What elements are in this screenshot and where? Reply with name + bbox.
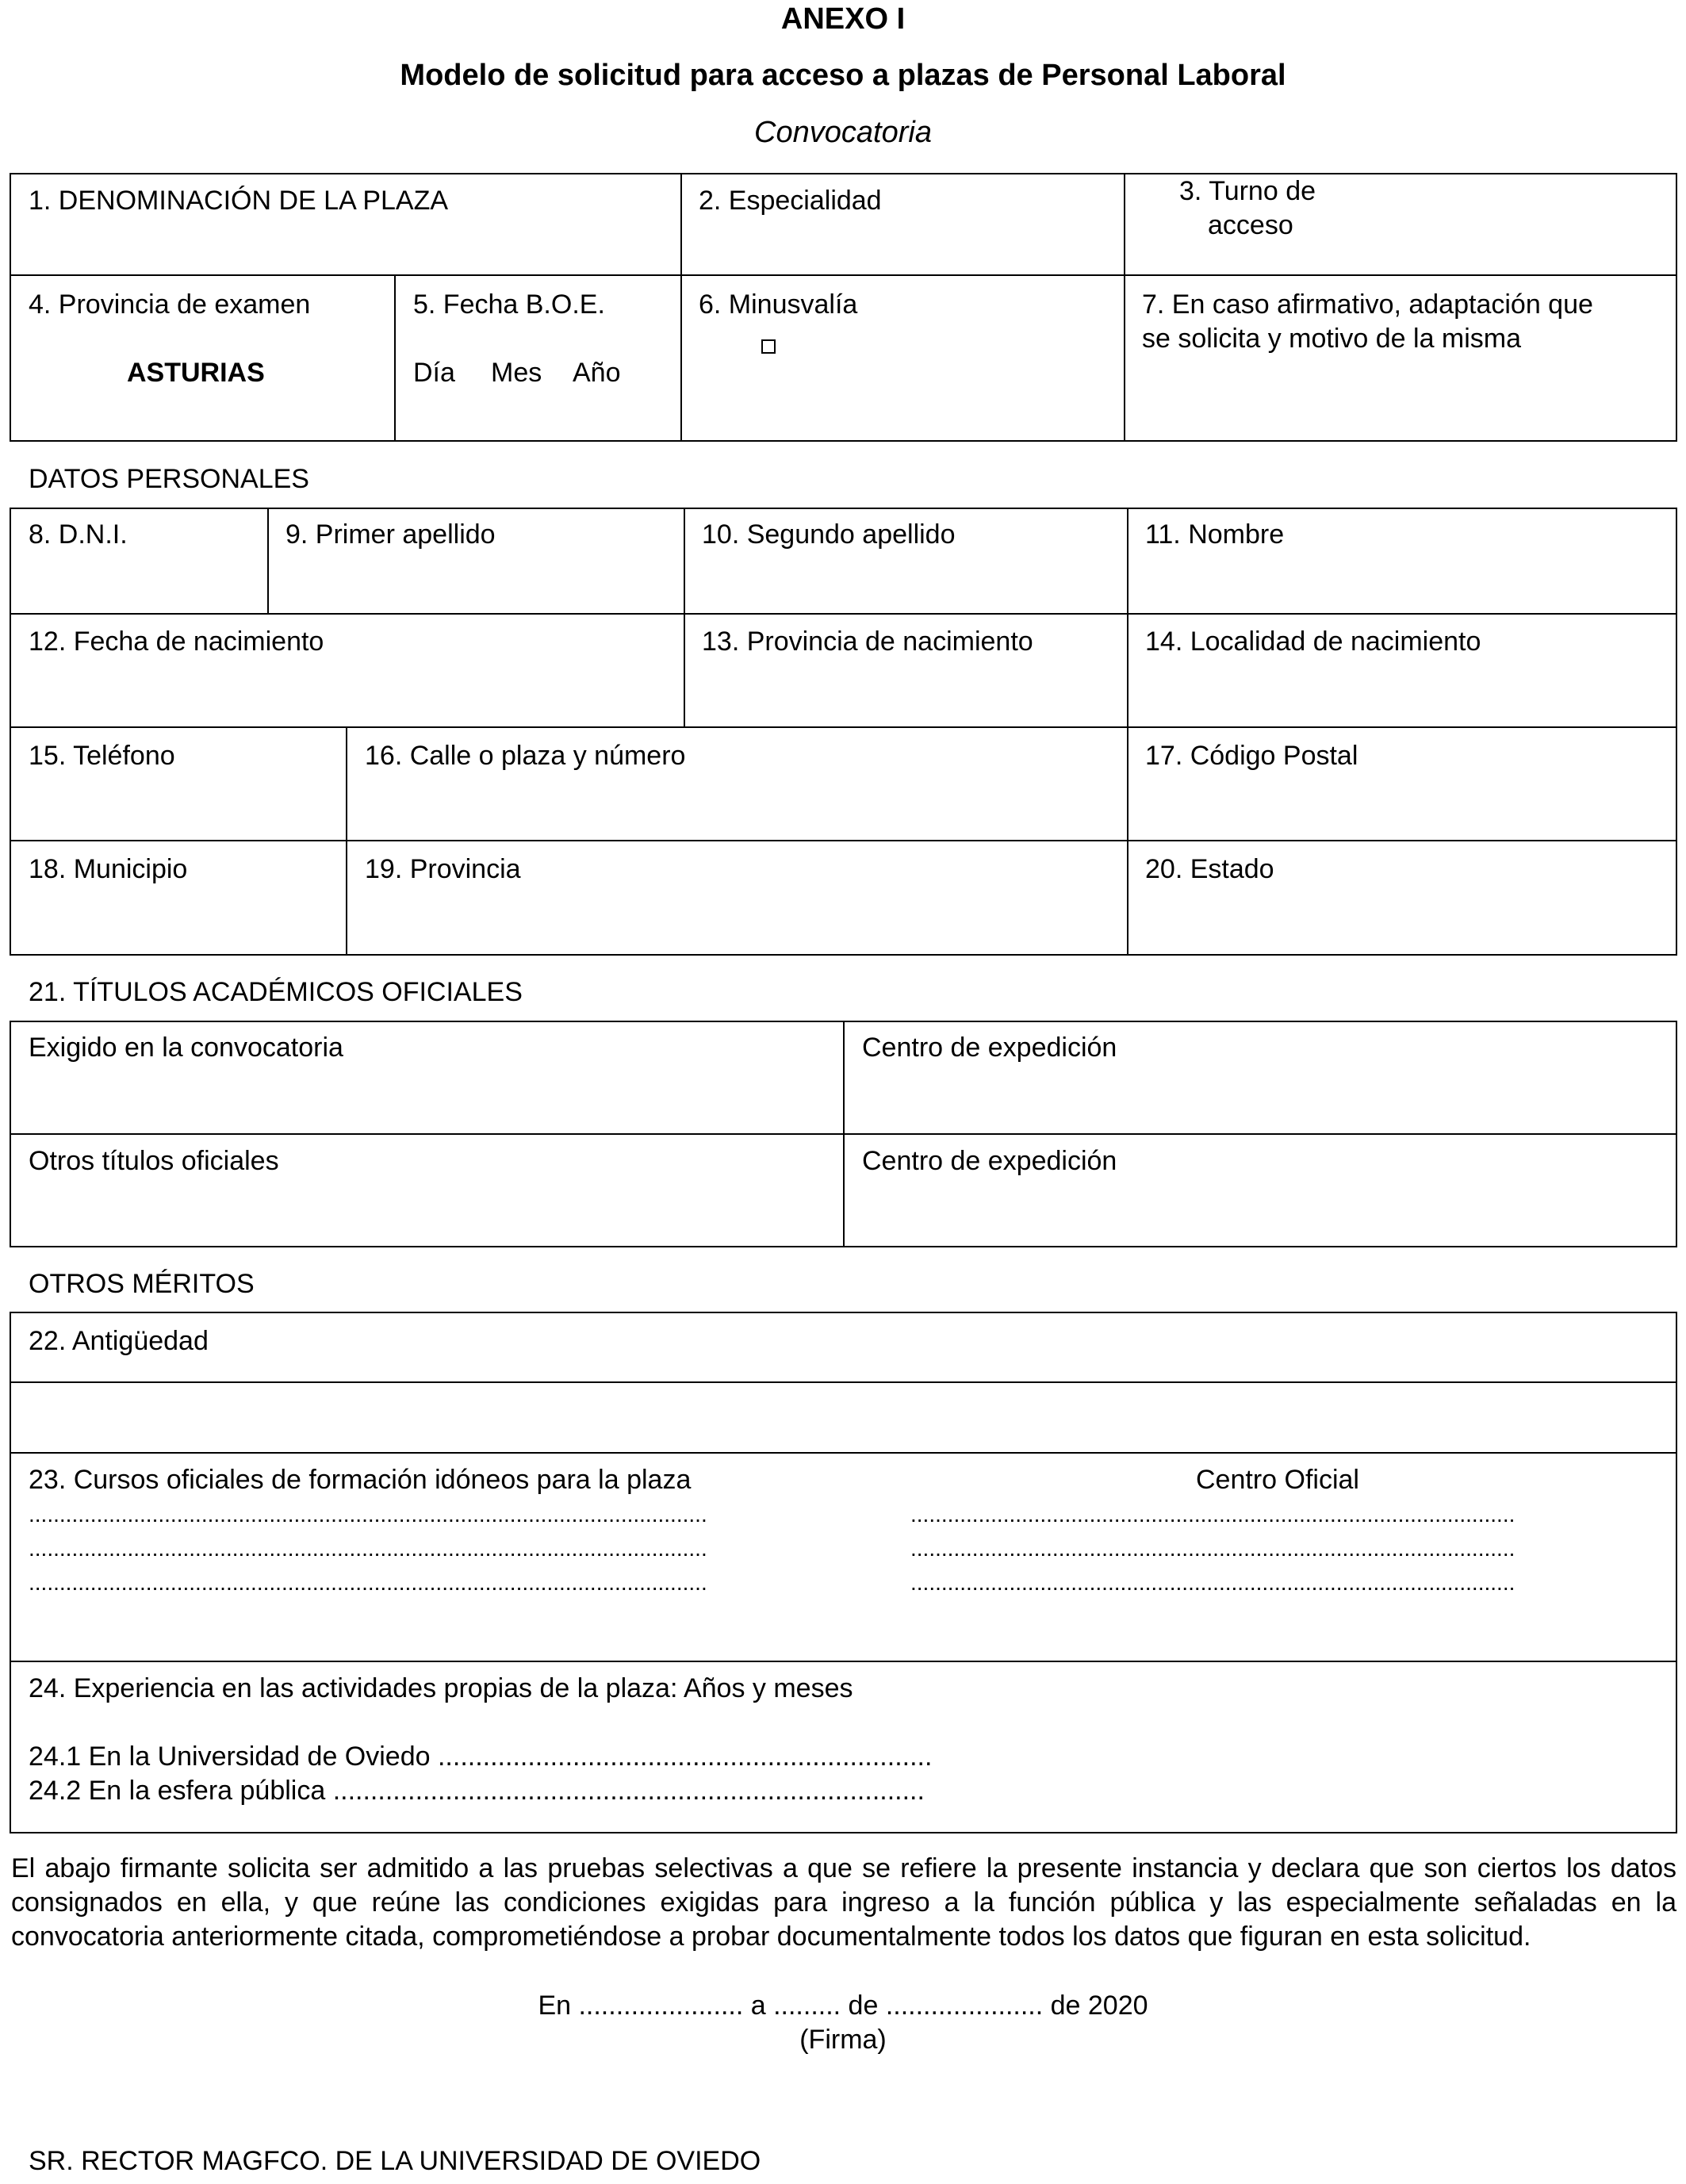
date-line[interactable]: En ...................... a ......... de ..................... de 2020 [538, 1991, 1148, 2021]
curso-line-3[interactable]: .............................................................................................................. [29, 1570, 707, 1595]
field-localidad-nacimiento[interactable]: 14. Localidad de nacimiento [1145, 626, 1481, 657]
field-segundo-apellido[interactable]: 10. Segundo apellido [702, 519, 956, 550]
centro-line-2[interactable]: .................................................................................................. [910, 1536, 1515, 1561]
field-fecha-nacimiento[interactable]: 12. Fecha de nacimiento [29, 626, 324, 657]
centro-oficial-label: Centro Oficial [1196, 1465, 1359, 1495]
declaration-text: El abajo firmante solicita ser admitido a las pruebas selectivas a que se refiere la presente instancia y declara que son ciertos los datos consignados en ella, y que reúne las condiciones exigidas para ingreso a la función pública y las especialmente señaladas en la convocatoria anteriormente citada, comprometiéndose a probar documentalmente todos los datos que figuran en esta solicitud. [11, 1853, 1676, 1952]
form-subtitle: Convocatoria [754, 116, 932, 149]
field-cursos-oficiales: 23. Cursos oficiales de formación idóneos para la plaza [29, 1465, 692, 1495]
centro-line-1[interactable]: .................................................................................................. [910, 1502, 1515, 1527]
field-calle[interactable]: 16. Calle o plaza y número [365, 741, 686, 771]
field-estado[interactable]: 20. Estado [1145, 854, 1274, 884]
provincia-examen-value: ASTURIAS [127, 358, 265, 388]
field-experiencia-esfera-publica[interactable]: 24.2 En la esfera pública ............................................................................... [29, 1776, 925, 1806]
signature-label: (Firma) [799, 2025, 887, 2055]
centro-line-3[interactable]: .................................................................................................. [910, 1570, 1515, 1595]
field-experiencia-universidad[interactable]: 24.1 En la Universidad de Oviedo .................................................................. [29, 1741, 933, 1772]
fecha-boe-mes[interactable]: Mes [491, 358, 542, 388]
field-turno-acceso-line2: acceso [1208, 210, 1293, 240]
titulos-heading: 21. TÍTULOS ACADÉMICOS OFICIALES [29, 977, 523, 1007]
field-denominacion-plaza[interactable]: 1. DENOMINACIÓN DE LA PLAZA [29, 186, 449, 216]
minusvalia-checkbox[interactable] [761, 339, 776, 354]
otros-meritos-heading: OTROS MÉRITOS [29, 1269, 255, 1299]
field-antiguedad: 22. Antigüedad [29, 1326, 209, 1356]
antiguedad-input-row[interactable] [11, 1383, 1676, 1450]
fecha-boe-anio[interactable]: Año [573, 358, 621, 388]
field-centro-expedicion-2[interactable]: Centro de expedición [862, 1146, 1117, 1176]
field-municipio[interactable]: 18. Municipio [29, 854, 188, 884]
field-minusvalia: 6. Minusvalía [699, 289, 858, 320]
curso-line-2[interactable]: .............................................................................................................. [29, 1536, 707, 1561]
fecha-boe-dia[interactable]: Día [413, 358, 455, 388]
curso-line-1[interactable]: .............................................................................................................. [29, 1502, 707, 1527]
field-turno-acceso-line1[interactable]: 3. Turno de [1179, 176, 1316, 206]
field-provincia[interactable]: 19. Provincia [365, 854, 521, 884]
field-adaptacion-line2: se solicita y motivo de la misma [1142, 324, 1522, 354]
field-adaptacion-line1[interactable]: 7. En caso afirmativo, adaptación que [1142, 289, 1593, 320]
field-provincia-nacimiento[interactable]: 13. Provincia de nacimiento [702, 626, 1033, 657]
field-codigo-postal[interactable]: 17. Código Postal [1145, 741, 1358, 771]
field-nombre[interactable]: 11. Nombre [1145, 519, 1285, 550]
form-title: Modelo de solicitud para acceso a plazas de Personal Laboral [400, 59, 1286, 92]
field-titulo-exigido[interactable]: Exigido en la convocatoria [29, 1033, 343, 1063]
annex-title: ANEXO I [780, 2, 906, 36]
field-telefono[interactable]: 15. Teléfono [29, 741, 175, 771]
datos-personales-heading: DATOS PERSONALES [29, 464, 309, 494]
field-provincia-examen: 4. Provincia de examen [29, 289, 311, 320]
field-experiencia: 24. Experiencia en las actividades propias de la plaza: Años y meses [29, 1673, 853, 1703]
field-otros-titulos[interactable]: Otros títulos oficiales [29, 1146, 279, 1176]
addressee: SR. RECTOR MAGFCO. DE LA UNIVERSIDAD DE OVIEDO [29, 2146, 761, 2176]
field-primer-apellido[interactable]: 9. Primer apellido [285, 519, 496, 550]
field-especialidad[interactable]: 2. Especialidad [699, 186, 882, 216]
field-fecha-boe: 5. Fecha B.O.E. [413, 289, 605, 320]
field-centro-expedicion-1[interactable]: Centro de expedición [862, 1033, 1117, 1063]
personal-table [10, 508, 1677, 956]
field-dni[interactable]: 8. D.N.I. [29, 519, 128, 550]
